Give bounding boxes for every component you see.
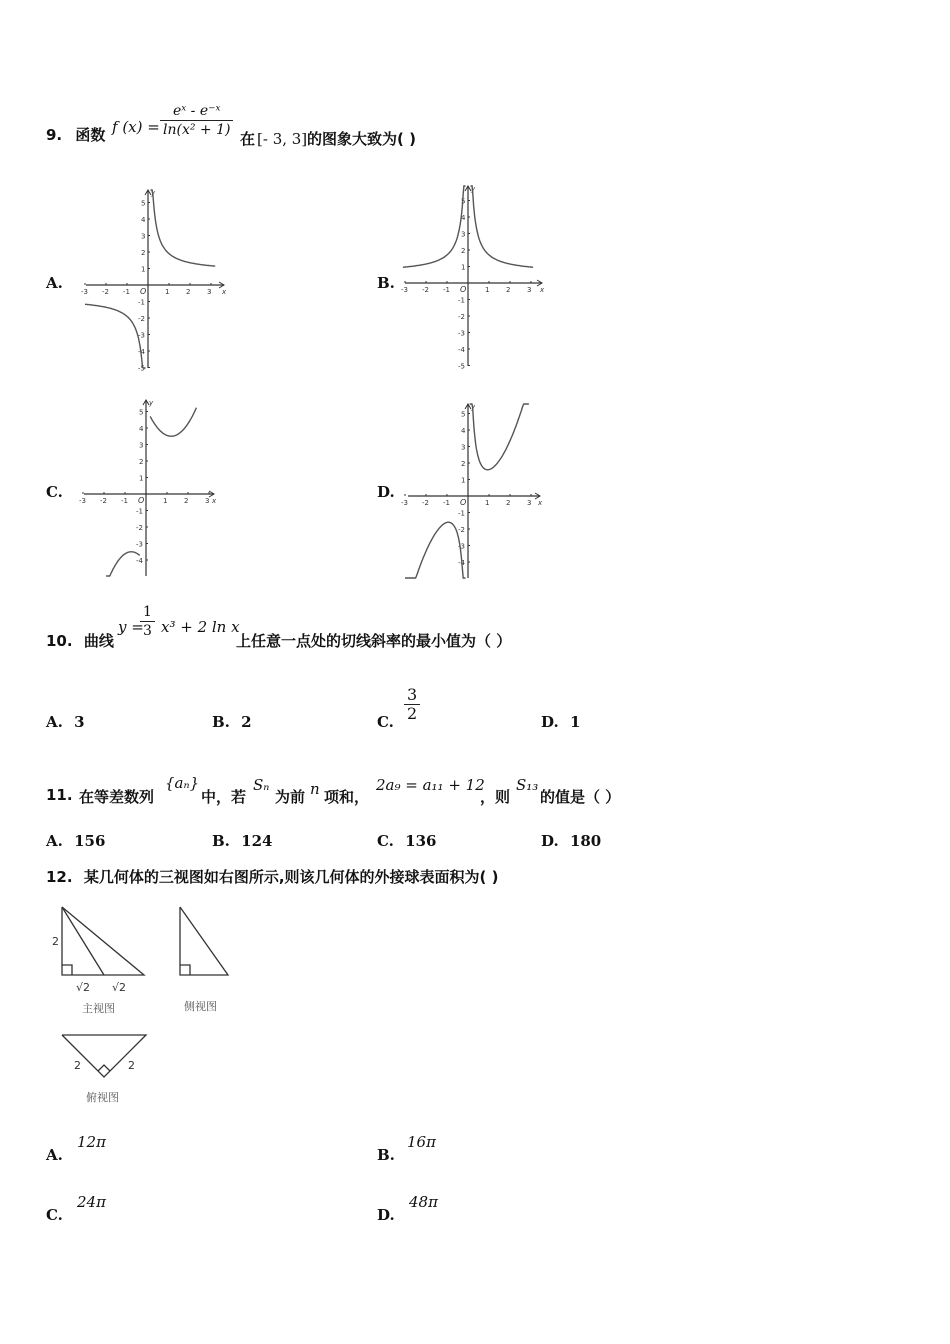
q11-option-c-label: C. xyxy=(377,832,394,850)
q9-suffix: 的图象大致为( ) xyxy=(307,130,416,148)
y-tick-label: 2 xyxy=(139,458,144,466)
q11-t4: 项和， xyxy=(324,788,370,806)
q12-dim-top-right: 2 xyxy=(128,1059,135,1072)
curve-branch xyxy=(403,186,466,267)
y-tick-label: -3 xyxy=(136,540,143,549)
q9-graph-d-group[interactable] xyxy=(401,403,543,578)
q10-option-c-label: C. xyxy=(377,713,394,731)
x-tick-label: -2 xyxy=(100,497,107,505)
x-tick-label: 2 xyxy=(184,497,189,505)
q11-sn: Sₙ xyxy=(253,776,270,794)
q11-t6: 的值是（ ） xyxy=(540,788,621,806)
q10-option-c[interactable] xyxy=(377,713,394,731)
y-tick-label: -1 xyxy=(136,507,143,516)
q9-mid: 在 xyxy=(240,130,256,148)
y-tick-label: 5 xyxy=(461,197,466,206)
q10-fraction xyxy=(140,603,155,640)
q12-front-view-caption: 主视图 xyxy=(82,1002,115,1015)
q10-option-b-value: 2 xyxy=(241,713,252,731)
q9-number: 9. xyxy=(46,126,63,144)
curve-branch xyxy=(471,186,534,267)
q9-graph-a-group[interactable] xyxy=(81,189,227,373)
x-tick-label: 3 xyxy=(207,288,212,296)
x-tick-label: -1 xyxy=(123,288,130,296)
q10-frac-num: 1 xyxy=(140,603,155,622)
x-tick-label: 2 xyxy=(506,286,511,294)
q12-option-d-label[interactable]: D. xyxy=(377,1206,395,1224)
x-axis-label: x xyxy=(212,497,217,505)
y-tick-label: 4 xyxy=(141,216,146,224)
q10-option-a-value: 3 xyxy=(74,713,85,731)
q11-t1: 在等差数列 xyxy=(79,788,155,806)
q9-option-c-label[interactable]: C. xyxy=(46,483,63,501)
q11-option-a-label: A. xyxy=(46,832,63,850)
x-axis-label: x xyxy=(538,499,543,507)
y-tick-label: 2 xyxy=(461,460,466,468)
y-tick-label: 1 xyxy=(141,265,146,274)
q11-t2: 中，若 xyxy=(201,788,247,806)
x-tick-label: 2 xyxy=(506,499,511,507)
x-tick-label: 3 xyxy=(205,497,210,505)
y-tick-label: 4 xyxy=(461,427,466,435)
q9-fx: f (x) = xyxy=(112,118,160,136)
q12-front-view-shape xyxy=(62,907,144,975)
curve-branch xyxy=(150,408,196,437)
q12-text: 某几何体的三视图如右图所示,则该几何体的外接球表面积为( ) xyxy=(83,868,499,886)
x-tick-label: -2 xyxy=(422,286,429,294)
origin-label: O xyxy=(460,285,467,294)
y-tick-label: -5 xyxy=(138,364,145,373)
y-tick-label: 1 xyxy=(461,263,466,272)
q12-option-d-value: 48π xyxy=(409,1193,438,1211)
x-tick-label: 1 xyxy=(485,499,490,507)
q10-option-b[interactable] xyxy=(212,713,252,731)
q9-option-b-label[interactable]: B. xyxy=(377,274,395,292)
q10-option-c-value xyxy=(404,686,420,723)
y-tick-label: -2 xyxy=(458,313,465,321)
y-axis-label: y xyxy=(149,399,154,407)
curve-branch xyxy=(85,304,146,368)
q11-option-d-value: 180 xyxy=(569,832,602,850)
q10-option-a-label: A. xyxy=(46,713,63,731)
q11-t5: ，则 xyxy=(480,788,511,806)
y-axis-label: y xyxy=(151,189,156,197)
curve-branch xyxy=(405,522,466,578)
q10-option-b-label: B. xyxy=(212,713,230,731)
y-tick-label: -2 xyxy=(138,315,145,323)
y-tick-label: 5 xyxy=(461,410,466,419)
x-tick-label: -3 xyxy=(79,497,86,505)
q10-option-d-label: D. xyxy=(541,713,559,731)
q11-seq: {aₙ} xyxy=(165,774,200,792)
q10-frac-den: 3 xyxy=(143,623,152,639)
q9-prefix: 函数 xyxy=(75,126,106,144)
y-tick-label: -2 xyxy=(136,524,143,532)
y-tick-label: -4 xyxy=(458,559,465,567)
q9-option-d-label[interactable]: D. xyxy=(377,483,395,501)
q10-option-c-num: 3 xyxy=(404,686,420,705)
q10-stem xyxy=(46,630,114,651)
q9-option-a-label[interactable]: A. xyxy=(46,274,63,292)
x-tick-label: -1 xyxy=(443,286,450,294)
q12-dim-front-base-2: √2 xyxy=(112,981,127,994)
y-tick-label: 3 xyxy=(461,443,466,452)
q9-interval: [- 3, 3] xyxy=(257,130,308,148)
q11-option-d-label: D. xyxy=(541,832,559,850)
y-tick-label: -5 xyxy=(458,362,465,371)
x-tick-label: 1 xyxy=(485,286,490,294)
q11-option-b-value: 124 xyxy=(241,832,273,850)
q11-s13: S₁₃ xyxy=(516,776,539,794)
x-tick-label: -3 xyxy=(401,286,408,294)
curve-branch xyxy=(151,190,216,266)
y-tick-label: 1 xyxy=(139,474,144,483)
q12-option-b-label[interactable]: B. xyxy=(377,1146,395,1164)
x-tick-label: -2 xyxy=(422,499,429,507)
q11-eq: 2a₉ = a₁₁ + 12 xyxy=(376,776,485,794)
q10-option-d[interactable] xyxy=(541,713,580,731)
y-tick-label: -4 xyxy=(138,348,145,356)
y-tick-label: 2 xyxy=(141,249,146,257)
y-tick-label: -3 xyxy=(458,542,465,551)
origin-label: O xyxy=(138,496,145,505)
y-tick-label: -1 xyxy=(458,296,465,305)
q12-dim-front-base-1: √2 xyxy=(76,981,91,994)
q12-stem xyxy=(46,866,498,887)
q9-denominator: ln(x² + 1) xyxy=(163,122,231,138)
q10-option-a[interactable] xyxy=(46,713,85,731)
q11-option-a-value: 156 xyxy=(74,832,106,850)
y-tick-label: 3 xyxy=(141,232,146,241)
y-tick-label: -3 xyxy=(458,329,465,338)
y-tick-label: -4 xyxy=(136,557,143,565)
q11-option-b-label: B. xyxy=(212,832,230,850)
q11-option-c[interactable] xyxy=(377,832,436,850)
y-tick-label: 5 xyxy=(139,408,144,417)
q11-t3: 为前 xyxy=(275,788,306,806)
q11-option-d[interactable] xyxy=(541,832,601,850)
y-tick-label: 3 xyxy=(461,230,466,239)
q12-side-view-caption: 侧视图 xyxy=(184,1000,217,1013)
x-axis-label: x xyxy=(540,286,545,294)
q12-option-a-label[interactable]: A. xyxy=(46,1146,63,1164)
x-tick-label: -3 xyxy=(401,499,408,507)
q10-option-d-value: 1 xyxy=(569,713,581,731)
y-tick-label: 2 xyxy=(461,247,466,255)
q11-option-b[interactable] xyxy=(212,832,272,850)
y-tick-label: 1 xyxy=(461,476,466,485)
q10-number: 10. xyxy=(46,632,73,650)
y-tick-label: 4 xyxy=(139,425,144,433)
x-tick-label: 3 xyxy=(527,499,532,507)
curve-branch xyxy=(106,552,140,576)
q12-option-a-value: 12π xyxy=(77,1133,106,1151)
q12-three-view-figure xyxy=(40,895,260,1115)
y-tick-label: 3 xyxy=(139,441,144,450)
x-tick-label: 1 xyxy=(163,497,168,505)
y-tick-label: -1 xyxy=(458,509,465,518)
y-axis-label: y xyxy=(471,185,476,193)
q10-lhs: y = xyxy=(118,618,144,636)
y-tick-label: -4 xyxy=(458,346,465,354)
curve-branch xyxy=(470,404,529,470)
x-tick-label: 2 xyxy=(186,288,191,296)
q12-option-c-label[interactable]: C. xyxy=(46,1206,63,1224)
q9-numerator: eˣ - e⁻ˣ xyxy=(160,102,233,121)
y-tick-label: -3 xyxy=(138,331,145,340)
q11-option-a[interactable] xyxy=(46,832,105,850)
x-tick-label: -2 xyxy=(102,288,109,296)
q10-suffix: 上任意一点处的切线斜率的最小值为（ ） xyxy=(236,632,512,650)
y-tick-label: -1 xyxy=(138,298,145,307)
q12-side-view-shape xyxy=(180,907,228,975)
q11-option-c-value: 136 xyxy=(405,832,437,850)
x-tick-label: 1 xyxy=(165,288,170,296)
y-tick-label: -2 xyxy=(458,526,465,534)
x-tick-label: -3 xyxy=(81,288,88,296)
x-axis-label: x xyxy=(222,288,227,296)
origin-label: O xyxy=(140,287,147,296)
q9-graph-c-group[interactable] xyxy=(79,399,217,576)
origin-label: O xyxy=(460,498,467,507)
y-tick-label: 4 xyxy=(461,214,466,222)
x-tick-label: 3 xyxy=(527,286,532,294)
q12-option-c-value: 24π xyxy=(77,1193,106,1211)
q12-dim-front-height: 2 xyxy=(52,935,59,948)
q12-option-b-value: 16π xyxy=(407,1133,436,1151)
x-tick-label: -1 xyxy=(443,499,450,507)
x-tick-label: -1 xyxy=(121,497,128,505)
q11-n: n xyxy=(310,780,320,798)
q11-number: 11. xyxy=(46,786,73,804)
q12-number: 12. xyxy=(46,868,73,886)
q10-option-c-den: 2 xyxy=(407,704,418,723)
q12-dim-top-left: 2 xyxy=(74,1059,81,1072)
q12-top-view-caption: 俯视图 xyxy=(86,1091,119,1104)
q10-prefix: 曲线 xyxy=(83,632,114,650)
q10-rest: x³ + 2 ln x xyxy=(161,618,240,636)
y-tick-label: 5 xyxy=(141,199,146,208)
q9-graph-b-group[interactable] xyxy=(401,185,545,371)
y-axis-label: y xyxy=(471,403,476,411)
